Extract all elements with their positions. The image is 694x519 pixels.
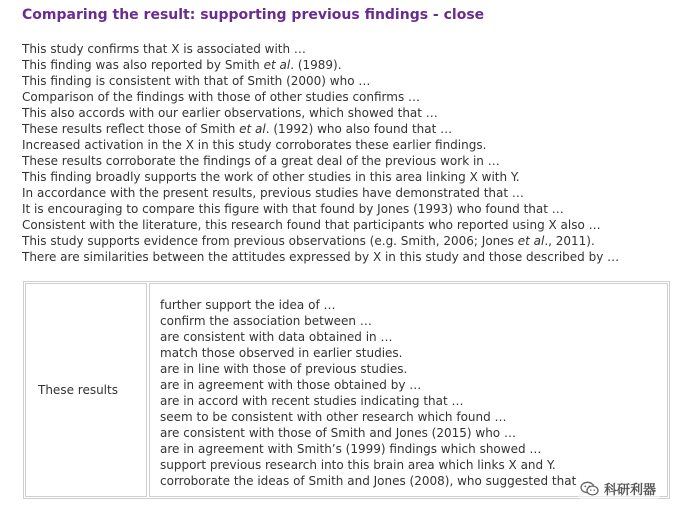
table-right-cell bbox=[149, 283, 668, 497]
watermark bbox=[578, 478, 660, 499]
phrase-item: This study confirms that X is associated with … bbox=[22, 42, 306, 56]
phrase-item: Comparison of the findings with those of other studies confirms … bbox=[22, 90, 421, 104]
results-phrases-table bbox=[23, 281, 670, 499]
phrase-item: This study supports evidence from previous observations (e.g. Smith, 2006; Jones et al., 2011). bbox=[22, 234, 595, 248]
wechat-icon bbox=[580, 481, 600, 497]
table-phrase-item: match those observed in earlier studies. bbox=[160, 346, 403, 360]
phrase-item: There are similarities between the attitudes expressed by X in this study and those described by … bbox=[22, 250, 620, 264]
table-phrase-item: are consistent with those of Smith and Jones (2015) who … bbox=[160, 426, 516, 440]
table-phrase-item: support previous research into this brain area which links X and Y. bbox=[160, 458, 556, 472]
table-phrase-item: are in accord with recent studies indicating that … bbox=[160, 394, 464, 408]
phrase-item: In accordance with the present results, previous studies have demonstrated that … bbox=[22, 186, 524, 200]
phrase-item: It is encouraging to compare this figure with that found by Jones (1993) who found that … bbox=[22, 202, 564, 216]
phrase-item: These results corroborate the findings of a great deal of the previous work in … bbox=[22, 154, 500, 168]
phrase-item: Increased activation in the X in this study corroborates these earlier findings. bbox=[22, 138, 487, 152]
phrase-item: This finding was also reported by Smith et al. (1989). bbox=[22, 58, 342, 72]
page-title: Comparing the result: supporting previous findings - close bbox=[22, 7, 485, 23]
table-phrase-item: confirm the association between … bbox=[160, 314, 372, 328]
phrase-item: This also accords with our earlier observations, which showed that … bbox=[22, 106, 438, 120]
table-phrase-list bbox=[160, 297, 667, 489]
watermark-text: 科研利器 bbox=[604, 483, 657, 498]
table-phrase-item: are consistent with data obtained in … bbox=[160, 330, 393, 344]
table-phrase-item: seem to be consistent with other research which found … bbox=[160, 410, 507, 424]
phrase-item: This finding broadly supports the work of other studies in this area linking X with Y. bbox=[22, 170, 520, 184]
phrase-item: This finding is consistent with that of Smith (2000) who … bbox=[22, 74, 371, 88]
table-phrase-item: are in line with those of previous studies. bbox=[160, 362, 408, 376]
table-left-cell bbox=[25, 283, 147, 497]
phrase-item: Consistent with the literature, this research found that participants who reported using X also … bbox=[22, 218, 601, 232]
table-phrase-item: corroborate the ideas of Smith and Jones (2008), who suggested that bbox=[160, 474, 577, 488]
phrase-item: These results reflect those of Smith et al. (1992) who also found that … bbox=[22, 122, 453, 136]
table-left-label: These results bbox=[38, 383, 118, 397]
table-phrase-item: further support the idea of … bbox=[160, 298, 336, 312]
table-phrase-item: are in agreement with those obtained by … bbox=[160, 378, 422, 392]
table-phrase-item: are in agreement with Smith’s (1999) findings which showed … bbox=[160, 442, 542, 456]
phrase-list bbox=[22, 41, 619, 265]
